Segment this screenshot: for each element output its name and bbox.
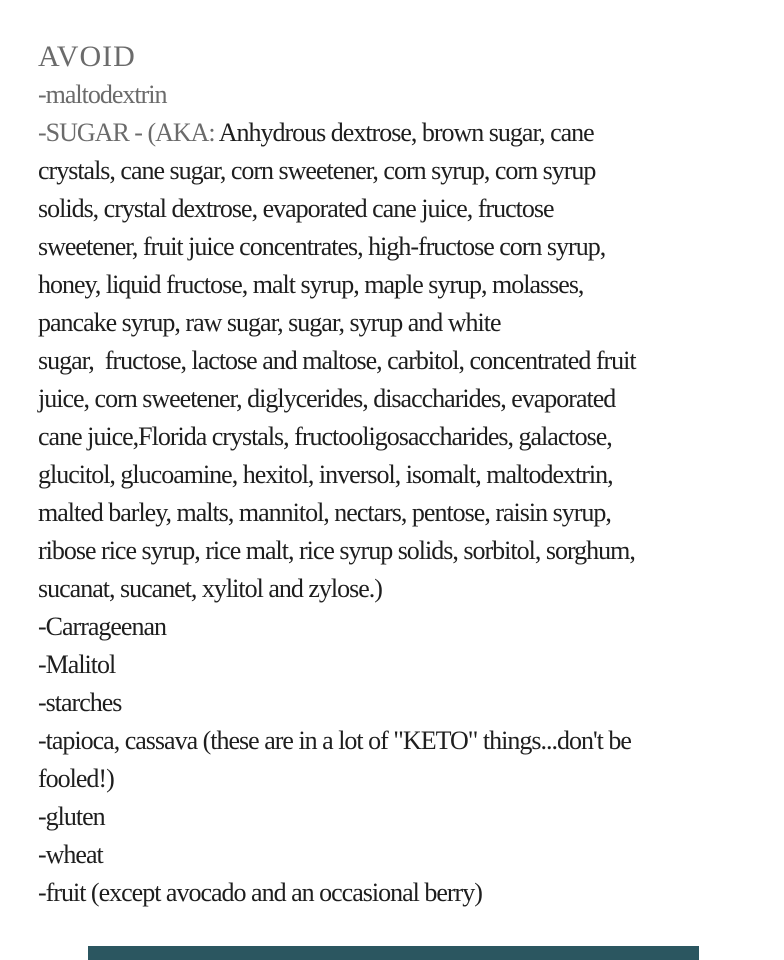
text-line	[38, 532, 774, 570]
text-line	[38, 570, 774, 608]
text-line	[38, 722, 774, 760]
text-line	[38, 608, 774, 646]
text-segment: sweetener, fruit juice concentrates, high-fructose corn syrup,	[38, 232, 606, 261]
text-segment: fooled!)	[38, 764, 114, 793]
text-segment: -starches	[38, 688, 122, 717]
text-line	[38, 494, 774, 532]
text-line	[38, 380, 774, 418]
text-segment: sugar, fructose, lactose and maltose, carbitol, concentrated fruit	[38, 346, 636, 375]
text-line	[38, 76, 774, 114]
text-line	[38, 874, 774, 912]
text-line	[38, 456, 774, 494]
text-segment: -gluten	[38, 802, 105, 831]
text-line	[38, 152, 774, 190]
text-segment: pancake syrup, raw sugar, sugar, syrup and white	[38, 308, 501, 337]
text-line	[38, 304, 774, 342]
avoid-list	[38, 38, 774, 912]
text-segment: AVOID	[38, 40, 136, 73]
text-line	[38, 798, 774, 836]
text-line	[38, 760, 774, 798]
text-segment: solids, crystal dextrose, evaporated cane juice, fructose	[38, 194, 554, 223]
text-segment: sucanat, sucanet, xylitol and zylose.)	[38, 574, 382, 603]
text-segment: honey, liquid fructose, malt syrup, maple syrup, molasses,	[38, 270, 584, 299]
text-segment: malted barley, malts, mannitol, nectars, pentose, raisin syrup,	[38, 498, 611, 527]
text-line	[38, 266, 774, 304]
text-line	[38, 228, 774, 266]
text-line	[38, 190, 774, 228]
text-segment: -SUGAR - (AKA:	[38, 118, 219, 147]
text-segment: -fruit (except avocado and an occasional berry)	[38, 878, 482, 907]
text-segment: juice, corn sweetener, diglycerides, disaccharides, evaporated	[38, 384, 616, 413]
text-segment: crystals, cane sugar, corn sweetener, corn syrup, corn syrup	[38, 156, 596, 185]
text-line	[38, 646, 774, 684]
text-segment: -Malitol	[38, 650, 116, 679]
text-line	[38, 342, 774, 380]
text-line	[38, 418, 774, 456]
text-segment: glucitol, glucoamine, hexitol, inversol, isomalt, maltodextrin,	[38, 460, 613, 489]
text-line	[38, 836, 774, 874]
text-segment: ribose rice syrup, rice malt, rice syrup solids, sorbitol, sorghum,	[38, 536, 635, 565]
text-segment: -tapioca, cassava (these are in a lot of "KETO" things...don't be	[38, 726, 631, 755]
text-segment: -maltodextrin	[38, 80, 167, 109]
text-segment: -wheat	[38, 840, 103, 869]
text-line	[38, 38, 774, 76]
text-line	[38, 684, 774, 722]
text-segment: Anhydrous dextrose, brown sugar, cane	[218, 118, 594, 147]
text-segment: cane juice,Florida crystals, fructooligosaccharides, galactose,	[38, 422, 612, 451]
text-line	[38, 114, 774, 152]
bottom-accent-bar	[88, 946, 699, 960]
text-segment: -Carrageenan	[38, 612, 167, 641]
